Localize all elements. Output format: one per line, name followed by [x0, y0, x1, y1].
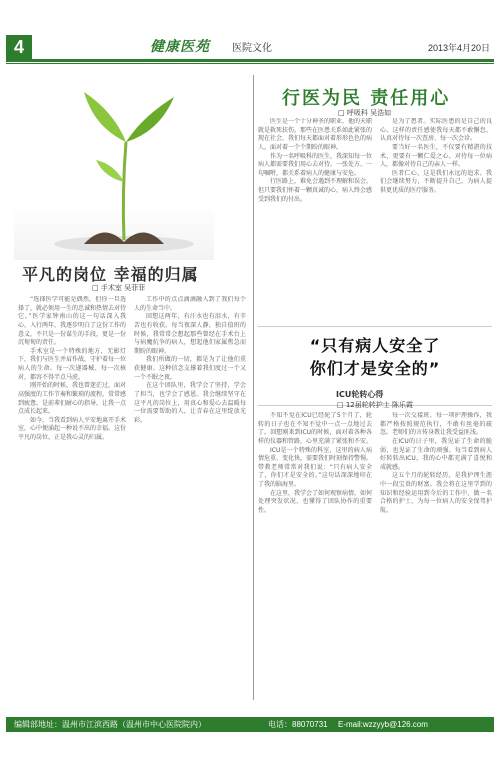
paragraph: 医者仁心，这是我们永远的追求。我们会继续努力，不断提升自己，为病人提供更优质的医疗服务。	[380, 169, 492, 194]
article-title: 行医为民 责任用心	[282, 88, 451, 109]
section-name: 医院文化	[232, 43, 272, 54]
article-column	[380, 118, 492, 324]
paragraph: “选择医学可能是偶然，但你一旦选择了，就必须用一生的忠诚和热情去对待它。”医学家钟南山的这一句话深入我心，入行两年，我逐步明白了这份工作的意义，不只是一份谋生的手段，更是一份沉甸甸的责任。	[18, 296, 126, 347]
footer-email[interactable]: E-mail:wzzyyb@126.com	[338, 720, 428, 729]
article-title: 平凡的岗位 幸福的归属	[22, 265, 199, 284]
article-column	[134, 296, 246, 702]
paragraph: 行医路上，难免会遇到不理解和误会，但只要我们怀着一颗真诚的心，病人终会感受到我们的付出。	[258, 178, 372, 203]
paragraph: 在这里，我学会了如何观察病情，如何处理突发状况，也懂得了团队协作的重要性。	[258, 489, 372, 514]
paragraph: 刚开始的时候，我也曾迷茫过，面对高强度的工作节奏和繁琐的流程，常常感到疲惫。是前辈们耐心的指导，让我一点点成长起来。	[18, 382, 126, 416]
issue-date: 2013年4月20日	[427, 43, 490, 53]
paragraph: 作为一名呼吸科的医生，我深知每一位病人都需要我们用心去对待。一张处方、一句嘱咐，都关系着病人的健康与安危。	[258, 152, 372, 177]
article-byline: □ 手术室 吴菲菲	[92, 284, 146, 292]
paragraph: 医生是一个十分神圣的职业，他的天职就是救死扶伤。那些在医患关系如此紧张的现在社会，我们每天都面对着形形色色的病人，面对着一个个期盼的眼神。	[258, 118, 372, 151]
article-column	[380, 412, 492, 704]
article-column	[258, 118, 372, 324]
paragraph: 这五个月的轮转经历，是我护理生涯中一段宝贵的财富。我会将在这里学到的知识和经验运用到今后的工作中，做一名合格的护士，为每一位病人的安全保驾护航。	[380, 472, 492, 514]
paragraph: 如今，当我看到病人平安地离开手术室，心中便涌起一种说不出的幸福。这份平凡的岗位，正是我心灵的归属。	[18, 416, 126, 441]
footer-address: 编辑部地址：温州市江滨西路（温州市中心医院院内）	[14, 720, 206, 729]
quote-line: “只有病人安全了	[309, 336, 441, 355]
paragraph: 我们所做的一切，都是为了让他们重获健康。这种信念支撑着我们度过一个又一个不眠之夜。	[134, 356, 246, 381]
footer-bar	[6, 717, 494, 732]
paragraph: ICU是一个特殊的科室，这里的病人病情危重、变化快，需要我们时刻保持警惕。带教老师常常对我们说：“只有病人安全了，你们才是安全的。”这句话深深地印在了我的脑海里。	[258, 446, 372, 488]
paragraph: 回想这两年，有汗水也有泪水，有辛苦也有收获。每当夜深人静，独自值班的时候，我常常会想起那些曾经在手术台上与病魔抗争的病人，想起他们家属焦急而期盼的眼神。	[134, 313, 246, 355]
header-rule-thin	[6, 63, 494, 64]
article-byline: □ 12届轮转护士 陈乐霞	[337, 401, 413, 409]
masthead	[0, 0, 500, 57]
page-number: 4	[6, 35, 32, 59]
footer-phone: 电话：88070731	[268, 720, 328, 729]
column-divider	[253, 75, 254, 700]
article-column	[18, 296, 126, 702]
paragraph: 手术室是一个特殊的地方，无影灯下，我们与医生并肩作战，守护着每一位病人的生命。每一次递器械、每一次核对，都容不得半点马虎。	[18, 347, 126, 381]
paragraph: 工作中的点点滴滴融入到了我们每个人的生命当中。	[134, 296, 246, 312]
seedling-illustration	[14, 72, 214, 260]
article-subtitle: ICU轮转心得	[336, 390, 384, 399]
quote-line: 你们才是安全的”	[309, 359, 441, 378]
paragraph: 每一次交接班、每一项护理操作，我都严格按照规范执行，不敢有丝毫的疏忽。老师们的言传身教让我受益匪浅。	[380, 412, 492, 437]
paragraph: 在这个团队里，我学会了坚持，学会了担当，也学会了感恩。我会继续坚守在这平凡的岗位上，用真心和爱心去温暖每一位需要帮助的人，让青春在这里绽放光彩。	[134, 382, 246, 424]
article-byline: □ 呼吸科 吴浩如	[338, 109, 392, 117]
paragraph: 不知不觉在ICU已经轮了5个月了，轮转的日子也在不知不觉中一点一点地过去了。回想刚来到ICU的时候，面对着各种各样的仪器和管路，心里充满了紧张和不安。	[258, 412, 372, 445]
newspaper-brand: 健康医苑	[150, 39, 210, 55]
article-column	[258, 412, 372, 704]
paragraph: 在ICU的日子里，我见证了生命的脆弱，也见证了生命的顽强。每当看到病人好转转出ICU，我的心中都充满了喜悦和成就感。	[380, 437, 492, 471]
header-rule	[6, 59, 494, 62]
paragraph: 要当好一名医生，不仅要有精湛的技术，更要有一颗仁爱之心。对待每一位病人，都像对待自己的亲人一样。	[380, 143, 492, 169]
paragraph: 是为了患者。实际医患的是自己的良心。这样的责任感使我每天都不敢懈怠，认真对待每一次查房、每一次会诊。	[380, 118, 492, 143]
